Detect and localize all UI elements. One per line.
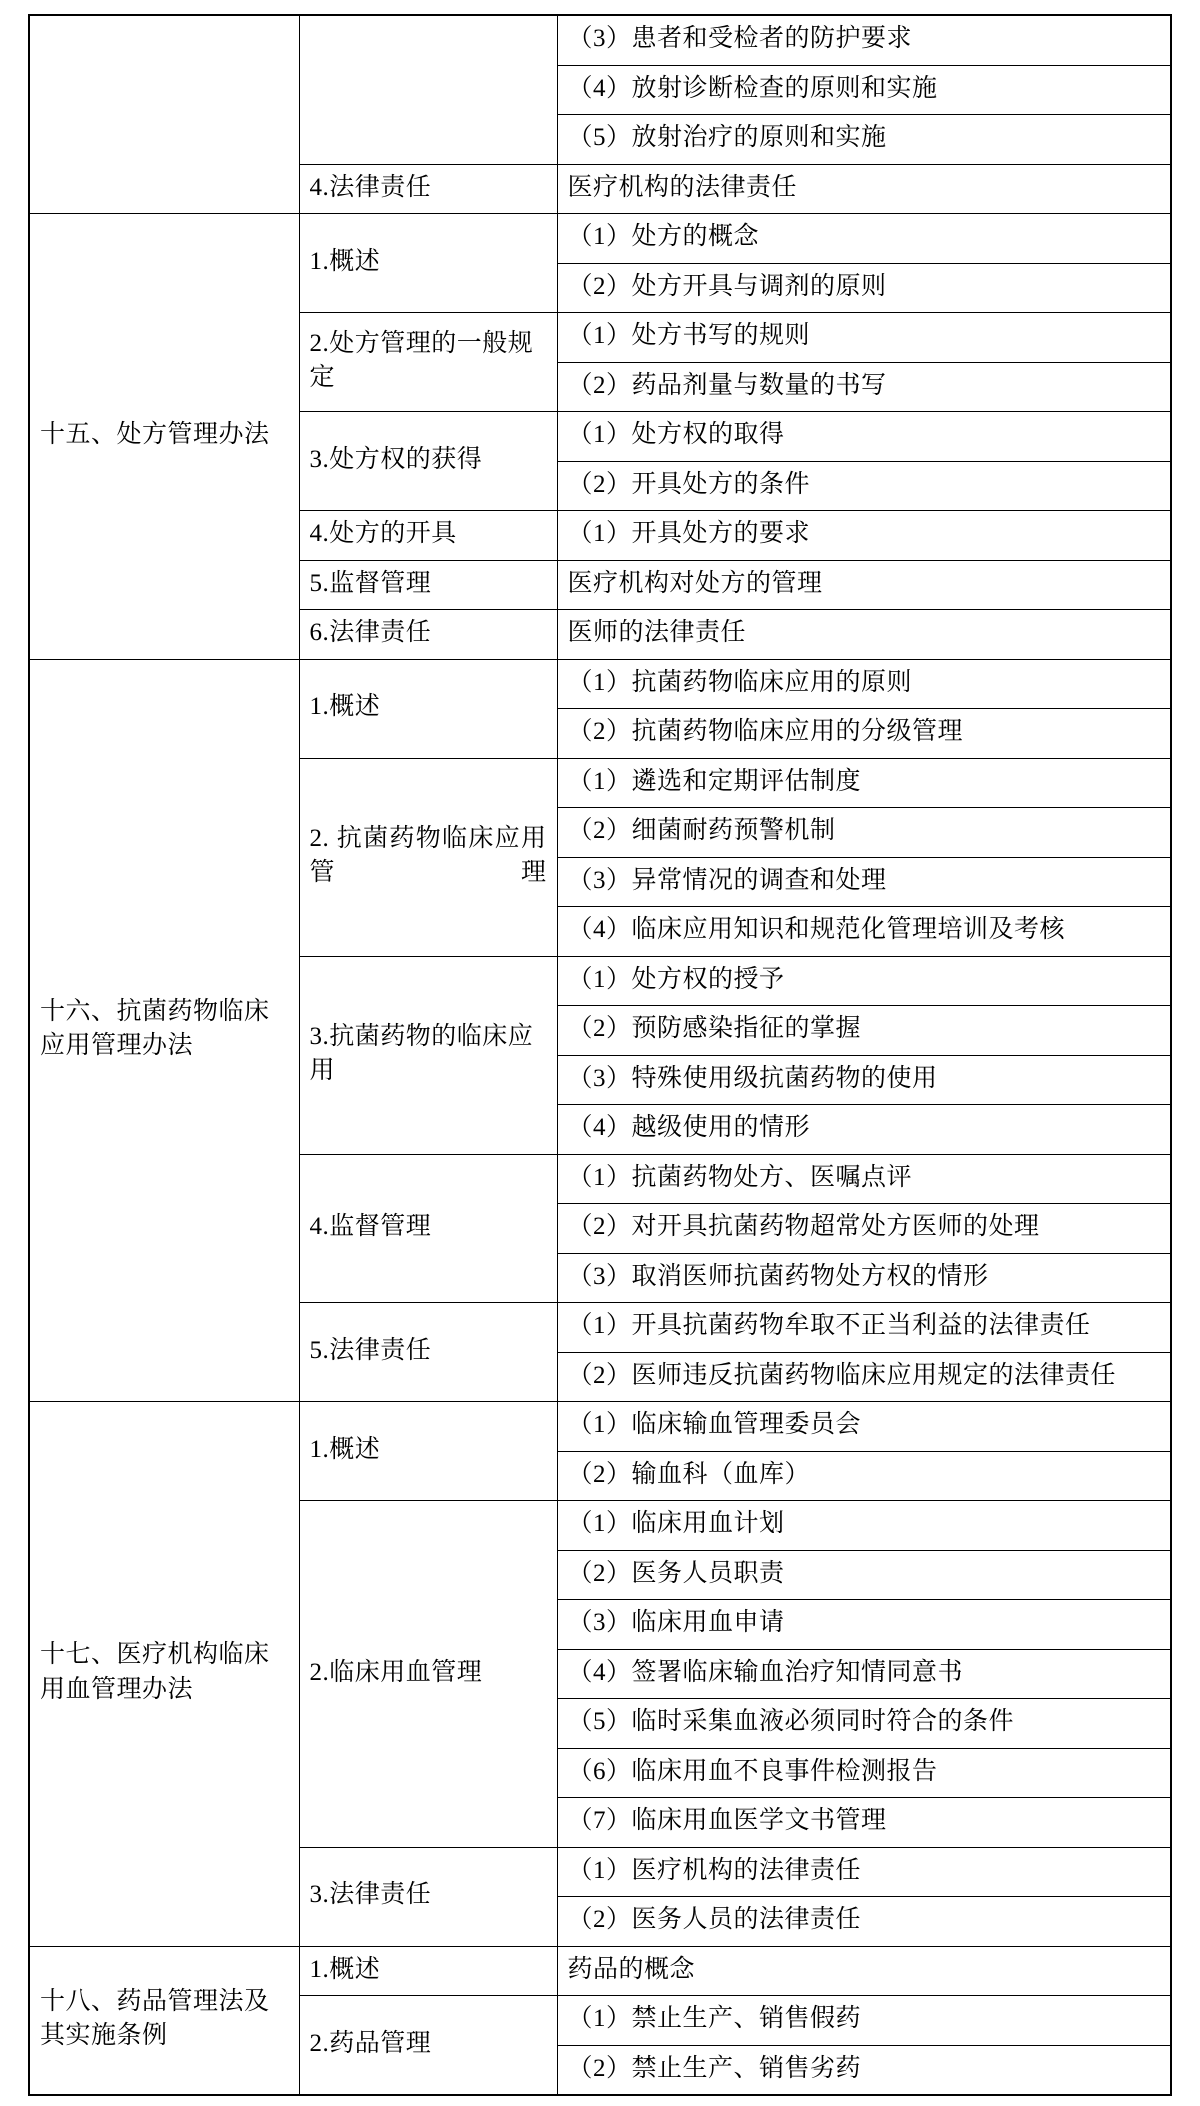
item-cell: （1）医疗机构的法律责任 [557,1847,1171,1897]
item-cell: （1）抗菌药物临床应用的原则 [557,659,1171,709]
table-row [29,214,1171,264]
chapter-cell-16: 十六、抗菌药物临床应用管理办法 [29,659,299,1402]
section-cell-continued [299,15,557,164]
table-row [29,15,1171,65]
section-cell: 4.监督管理 [299,1154,557,1303]
item-cell: （1）开具抗菌药物牟取不正当利益的法律责任 [557,1303,1171,1353]
chapter-cell-18: 十八、药品管理法及其实施条例 [29,1946,299,2095]
item-cell: （1）抗菌药物处方、医嘱点评 [557,1154,1171,1204]
section-cell: 1.概述 [299,1402,557,1501]
section-cell: 2. 抗菌药物临床应用管理 [299,758,557,956]
section-cell: 2.药品管理 [299,1996,557,2096]
chapter-cell-continued [29,15,299,214]
section-cell: 1.概述 [299,214,557,313]
item-cell: （1）临床用血计划 [557,1501,1171,1551]
item-cell: （2）抗菌药物临床应用的分级管理 [557,709,1171,759]
chapter-cell-15: 十五、处方管理办法 [29,214,299,660]
section-cell: 1.概述 [299,1946,557,1996]
item-cell: （2）医师违反抗菌药物临床应用规定的法律责任 [557,1352,1171,1402]
item-cell: （2）禁止生产、销售劣药 [557,2045,1171,2095]
item-cell: （5）临时采集血液必须同时符合的条件 [557,1699,1171,1749]
item-cell: （4）签署临床输血治疗知情同意书 [557,1649,1171,1699]
section-cell: 5.法律责任 [299,1303,557,1402]
item-cell: （4）临床应用知识和规范化管理培训及考核 [557,907,1171,957]
table-row [29,1402,1171,1452]
item-cell: （2）开具处方的条件 [557,461,1171,511]
table-row [29,1946,1171,1996]
item-cell: （1）处方书写的规则 [557,313,1171,363]
item-cell: （3）患者和受检者的防护要求 [557,15,1171,65]
item-cell: （2）处方开具与调剂的原则 [557,263,1171,313]
item-cell: （5）放射治疗的原则和实施 [557,115,1171,165]
section-cell: 6.法律责任 [299,610,557,660]
item-cell: （2）药品剂量与数量的书写 [557,362,1171,412]
item-cell: （2）对开具抗菌药物超常处方医师的处理 [557,1204,1171,1254]
item-cell: 药品的概念 [557,1946,1171,1996]
section-cell: 1.概述 [299,659,557,758]
section-cell: 4.处方的开具 [299,511,557,561]
item-cell: （1）开具处方的要求 [557,511,1171,561]
item-cell: （1）遴选和定期评估制度 [557,758,1171,808]
section-cell: 3.法律责任 [299,1847,557,1946]
item-cell: （3）取消医师抗菌药物处方权的情形 [557,1253,1171,1303]
item-cell: （3）异常情况的调查和处理 [557,857,1171,907]
item-cell: （4）放射诊断检查的原则和实施 [557,65,1171,115]
section-cell: 2.临床用血管理 [299,1501,557,1848]
syllabus-table [28,14,1172,2096]
item-cell: （1）处方权的授予 [557,956,1171,1006]
item-cell: （6）临床用血不良事件检测报告 [557,1748,1171,1798]
item-cell: （2）输血科（血库） [557,1451,1171,1501]
item-cell: （1）处方权的取得 [557,412,1171,462]
table-row [29,659,1171,709]
section-cell: 2.处方管理的一般规定 [299,313,557,412]
item-cell: （2）细菌耐药预警机制 [557,808,1171,858]
section-cell: 4.法律责任 [299,164,557,214]
item-cell: 医师的法律责任 [557,610,1171,660]
item-cell: （1）处方的概念 [557,214,1171,264]
syllabus-body [29,15,1171,2095]
section-cell: 5.监督管理 [299,560,557,610]
item-cell: （1）禁止生产、销售假药 [557,1996,1171,2046]
item-cell: （3）临床用血申请 [557,1600,1171,1650]
section-cell: 3.抗菌药物的临床应用 [299,956,557,1154]
item-cell: （3）特殊使用级抗菌药物的使用 [557,1055,1171,1105]
item-cell: （4）越级使用的情形 [557,1105,1171,1155]
item-cell: 医疗机构的法律责任 [557,164,1171,214]
item-cell: （2）医务人员的法律责任 [557,1897,1171,1947]
item-cell: （1）临床输血管理委员会 [557,1402,1171,1452]
item-cell: （2）预防感染指征的掌握 [557,1006,1171,1056]
item-cell: 医疗机构对处方的管理 [557,560,1171,610]
item-cell: （2）医务人员职责 [557,1550,1171,1600]
chapter-cell-17: 十七、医疗机构临床用血管理办法 [29,1402,299,1947]
section-cell: 3.处方权的获得 [299,412,557,511]
item-cell: （7）临床用血医学文书管理 [557,1798,1171,1848]
